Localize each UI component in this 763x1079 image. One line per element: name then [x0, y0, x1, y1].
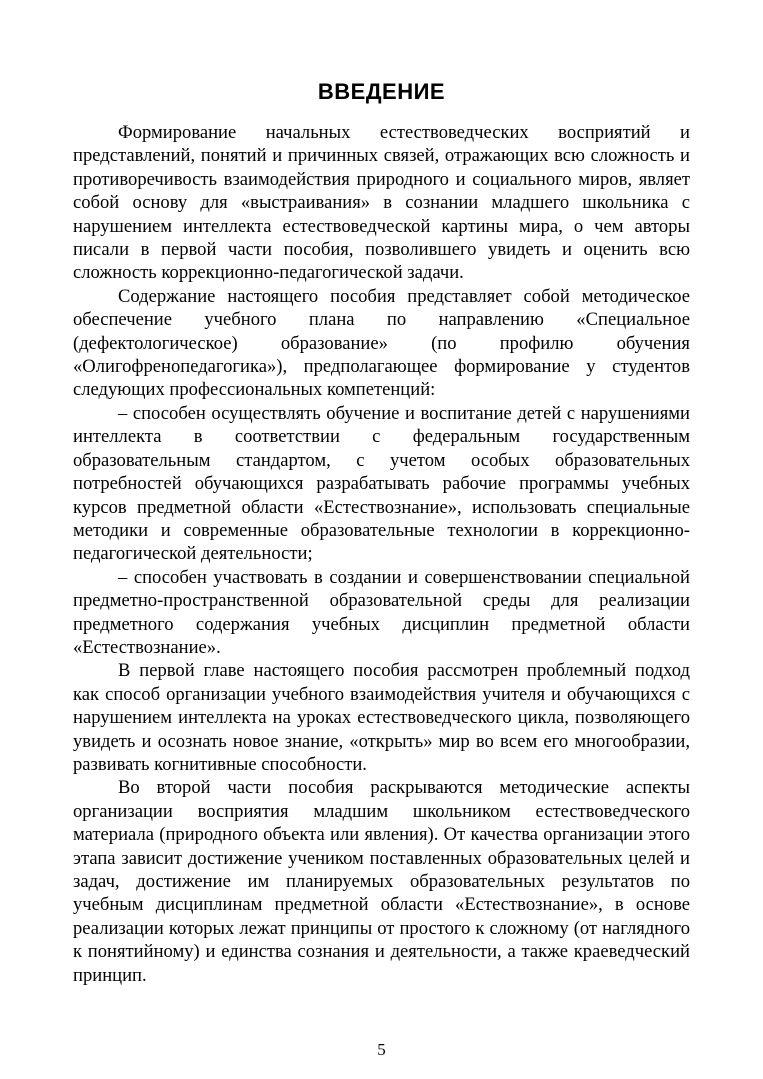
paragraph: Содержание настоящего пособия представляет собой методическое обеспечение учебного плана по направлению «Специальное (дефектологическое) образование» (по профилю обучения «Олигофренопедагогика»), предполагающее формирование у студентов следующих профессиональных компетенций:	[73, 285, 690, 401]
paragraph: – способен осуществлять обучение и воспитание детей с нарушениями интеллекта в соответствии с федеральным государственным образовательным стандартом, с учетом особых образовательных потребностей обучающихся разрабатывать рабочие программы учебных курсов предметной области «Естествознание», использовать специальные методики и современные образовательные технологии в коррекционно-педагогической деятельности;	[73, 402, 690, 565]
paragraph: – способен участвовать в создании и совершенствовании специальной предметно-пространственной образовательной среды для реализации предметного содержания учебных дисциплин предметной области «Естествознание».	[73, 566, 690, 658]
page-number: 5	[377, 1040, 386, 1059]
paragraph: Формирование начальных естествоведческих восприятий и представлений, понятий и причинных связей, отражающих всю сложность и противоречивость взаимодействия природного и социального миров, являет собой основу для «выстраивания» в сознании младшего школьника с нарушением интеллекта естествоведческой картины мира, о чем авторы писали в первой части пособия, позволившего увидеть и оценить всю сложность коррекционно-педагогической задачи.	[73, 122, 690, 284]
paragraph: В первой главе настоящего пособия рассмотрен проблемный подход как способ организации учебного взаимодействия учителя и обучающихся с нарушением интеллекта на уроках естествоведческого цикла, позволяющего увидеть и осознать новое знание, «открыть» мир во всем его многообразии, развивать когнитивные способности.	[73, 660, 690, 775]
paragraph: Во второй части пособия раскрываются методические аспекты организации восприятия младшим школьником естествоведческого материала (природного объекта или явления). От качества организации этого этапа зависит достижение учеником поставленных образовательных целей и задач, достижение им планируемых образовательных результатов по учебным дисциплинам предметной области «Естествознание», в основе реализации которых лежат принципы от простого к сложному (от наглядного к понятийному) и единства сознания и деятельности, а также краеведческий принцип.	[73, 777, 690, 986]
body-text	[73, 121, 690, 987]
page-title: ВВЕДЕНИЕ	[317, 79, 446, 104]
